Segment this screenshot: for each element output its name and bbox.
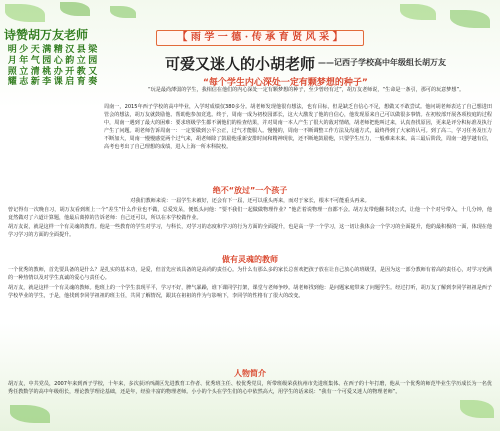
paragraph: 一个优秀的教师，首先要具备的是什么？是扎实的基本功，是爱，但首先应该具备的是高尚的责任心。为什么有那么多的家长总喜欢把孩子放在让自己放心的班级里，是因为这一部分教师有着高的责任心，对学习充满的一种热情以及对学生真诚的爱心与责任心。 — [8, 267, 492, 281]
leaf-decoration — [460, 400, 494, 418]
poem-column: 少年立志 — [19, 45, 29, 88]
poem-column: 县立教育 — [76, 45, 86, 88]
paragraph: 胡万友，就是这样一个有灵魂的教师。他班上的一个学生表现平平，学习不好，脾气暴躁，谁下课同学打架，课堂与老师争吵。胡老师找到他：是问题家庭带来了问题学生。经过打听，胡万友了解到李同学祖祖是西子学校毕业的学生，于是，他找到李同学祖祖的班主任，共同了解情况，跟其在祖祖的作为与影响下，李同学的性格有了很大的改变。 — [8, 285, 492, 299]
poem-column: 梁园又奏 — [88, 45, 98, 88]
section-title: 人物简介 — [234, 369, 266, 378]
intro-paragraph: “玩是最尚薄弱的学生，我相信在他们的内心深处一定有颗梦想的种子，至少曾经有过”，胡万友老师说，“生命是一条引，那可的玩意梦想”。 — [148, 87, 465, 93]
leaf-decoration — [60, 2, 90, 16]
leaf-decoration — [10, 405, 50, 423]
leaf-decoration — [110, 6, 136, 18]
paragraph: 胡万友，中共党员，2007年来到西子学校，十年来，多次获评西湖区先进教育工作者、优秀班主任、校优秀党员，所带班级荣获杭州市先进班集体、在西子的十年打磨，他从一个优秀的师范毕业生学历成长为一名优秀任教数学的高中年级组长，理论教学理论基础，还是年，经验丰富的物理老师。小小的个头在学生们的心中依然高大，用学生的话来说：“我有一个可爱又迷人的物理老师”。 — [8, 381, 492, 395]
page-subtitle: ——记西子学校高中年级组长胡万友 — [318, 58, 446, 67]
banner: 【 雨 学 一 德 · 传 承 育 贤 风 采 】 — [156, 30, 364, 46]
poem-column: 明月照耀 — [7, 45, 17, 88]
poem-title: 诗赞胡万友老师 — [4, 28, 89, 42]
poem-column: 汉韵开启 — [65, 45, 75, 88]
paragraph: 曾记得有一次晚自习，胡万友看到班上一个“差生”什么作业也不做，总爱发呆，便低头问他：“要不我们一起做做物理作业？”他茫着说物理一直都不会。胡万友带他翻书找公式，让他一个个对号带入，十几分钟，他竟然做对了六道计算题，他最后离掉的告诉老师：自己还可以，所以在本学校做作业。 — [8, 207, 492, 221]
leaf-decoration — [400, 4, 436, 20]
page-title: 可爱又迷人的小胡老师 — [165, 55, 316, 73]
leaf-decoration — [5, 4, 45, 22]
section-title: 绝不“放过”一个孩子 — [212, 186, 288, 195]
paragraph: 周南一，2015年西子学校的高中毕业，入学时成绩仅380多分。胡老师发现他很有想法，也有目标，但是缺乏自信心不足，想做又不敢尝试。他问胡老师表达了自己想进田管会的想法，胡万友就鼓励他、帮助他参加竞选。终于，周南一成为初校园部长，这大大激发了他的自信心，他发现原来自己可以做很多事情。在初校部开展各项校庭的过程中，周南一遇到了最大的困难：要求班级学生都不满他们的检查结果，并对周南一本人产生了很大的敌对情绪，胡老师把他叫过来，认真查找原因，更来是评分积标准及执行产生了问题。胡老师告诉周南一：一定要做到公平公正，过气才能服人。慢慢的，周南一不断调整工作方法及沟通方式，最终得到了大家的认可。到了高二，学习任务及压力不断加大，周南一慢慢感觉两个过气来，胡老师除了鼓励他重新安排时间和精神现状，还不断地鼓励他，只要学生压力，一般难来未来。高三最后阶段，周南一越学越有信，高考也考出了自己理想的成绩，进入上海一所本科院校。 — [104, 104, 492, 150]
poem-column: 天气清新 — [30, 45, 40, 88]
leaf-decoration — [450, 10, 490, 28]
section-title: 做有灵魂的教师 — [222, 255, 278, 264]
poem — [6, 45, 98, 137]
tagline: “每个学生内心深处一定有颗梦想的种子” — [203, 78, 368, 88]
paragraph: 对我们教师来说：一届学生未被好，还会有下一届，还可以重头再来，而对于家长，根本不可能重头再来。 — [130, 198, 370, 204]
poem-column: 满园桃李 — [42, 45, 52, 88]
paragraph: 胡万友说，就是这样一个有灵魂的教育。他是一些教育的学生对学习，与科长，对学习的态度和学习的行为方面的全面提升，也是高一学一个学习，这一切让我体会一个学习的全面提升，他的最积极的一面，体现在他学习学习的方面的全面提升。 — [8, 224, 492, 238]
poem-column: 精心办课 — [53, 45, 63, 88]
